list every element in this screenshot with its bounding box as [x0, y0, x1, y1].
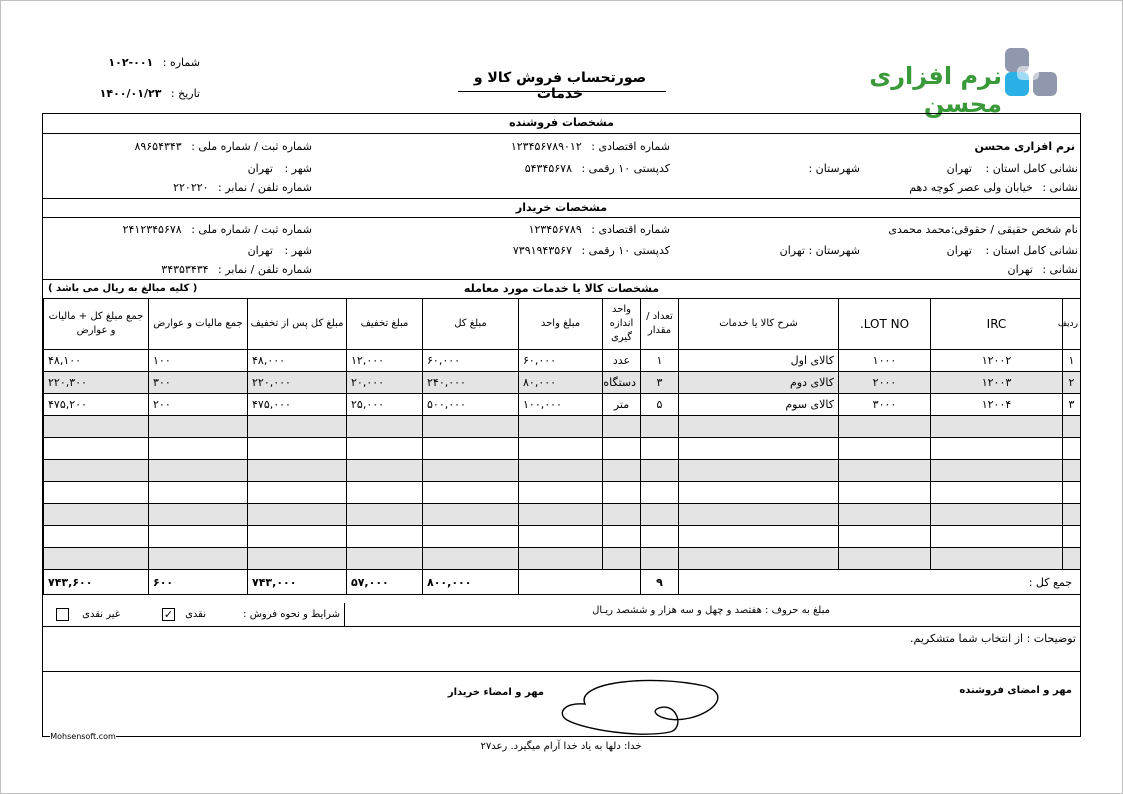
seller-registration: شماره ثبت / شماره ملی : ۸۹۶۵۴۳۴۳: [134, 140, 312, 153]
totals-label: جمع کل :: [679, 570, 1081, 595]
cell-total: ۲۴۰,۰۰۰: [423, 372, 519, 394]
sale-terms-label: شرایط و نحوه فروش :: [243, 609, 340, 620]
cell-quantity: ۵: [641, 394, 679, 416]
col-irc: IRC: [931, 299, 1063, 350]
cell-unit: دستگاه: [603, 372, 641, 394]
totals-after-discount: ۷۴۳,۰۰۰: [248, 570, 347, 595]
seller-economic: شماره اقتصادی : ۱۲۳۴۵۶۷۸۹۰۱۲: [510, 140, 670, 153]
cell-after-discount: ۴۷۵,۰۰۰: [248, 394, 347, 416]
buyer-registration: شماره ثبت / شماره ملی : ۲۴۱۲۳۴۵۶۷۸: [122, 223, 312, 236]
col-unit-price: مبلغ واحد: [519, 299, 603, 350]
table-row: [44, 372, 1081, 394]
buyer-items-divider: [43, 279, 1080, 280]
cell-after-discount: ۲۲۰,۰۰۰: [248, 372, 347, 394]
cash-label: نقدی: [185, 609, 206, 620]
buyer-province-value: تهران: [946, 244, 972, 257]
col-row-number: ردیف: [1063, 299, 1081, 350]
seller-province: نشانی کامل استان : تهران: [946, 162, 1078, 175]
buyer-registration-value: ۲۴۱۲۳۴۵۶۷۸: [122, 223, 182, 236]
cell-unit-price: ۱۰۰,۰۰۰: [519, 394, 603, 416]
cell-unit: متر: [603, 394, 641, 416]
empty-row: [44, 460, 1081, 482]
seller-address: نشانی : خیابان ولی عصر کوچه دهم: [909, 181, 1078, 194]
seller-city: شهر : تهران: [247, 162, 312, 175]
totals-row: [44, 570, 1081, 595]
buyer-postal-value: ۷۳۹۱۹۴۳۵۶۷: [512, 244, 572, 257]
noncash-label: غیر نقدی: [82, 609, 120, 620]
buyer-county: شهرستان : تهران: [779, 244, 860, 257]
seller-province-value: تهران: [946, 162, 972, 175]
notes: توضیحات : از انتخاب شما متشکریم.: [910, 632, 1076, 645]
buyer-postal: کدپستی ۱۰ رقمی : ۷۳۹۱۹۴۳۵۶۷: [512, 244, 670, 257]
cell-discount: ۱۲,۰۰۰: [347, 350, 423, 372]
cell-irc: ۱۲۰۰۳: [931, 372, 1063, 394]
cell-description: کالای اول: [679, 350, 839, 372]
signature-scribble-icon: [555, 672, 730, 736]
cell-lot: ۳۰۰۰: [839, 394, 931, 416]
cell-lot: ۲۰۰۰: [839, 372, 931, 394]
buyer-signature-label: مهر و امضاء خریدار: [447, 687, 544, 698]
seller-registration-value: ۸۹۶۵۴۳۴۳: [134, 140, 182, 153]
col-total: مبلغ کل: [423, 299, 519, 350]
empty-row: [44, 416, 1081, 438]
empty-row: [44, 548, 1081, 570]
cell-grand-total: ۲۲۰,۳۰۰: [44, 372, 149, 394]
empty-row: [44, 526, 1081, 548]
terms-vertical-divider: [344, 603, 345, 626]
invoice-number-label: شماره :: [162, 56, 200, 69]
terms-bottom-divider: [43, 626, 1080, 627]
logo-mark-icon: [1002, 46, 1060, 102]
cell-discount: ۲۵,۰۰۰: [347, 394, 423, 416]
cell-row: ۲: [1063, 372, 1081, 394]
invoice-number: [60, 56, 200, 69]
buyer-province: نشانی کامل استان : تهران: [946, 244, 1078, 257]
totals-quantity: ۹: [641, 570, 679, 595]
empty-row: [44, 438, 1081, 460]
cell-unit: عدد: [603, 350, 641, 372]
cell-tax: ۳۰۰: [149, 372, 248, 394]
cell-quantity: ۳: [641, 372, 679, 394]
seller-postal-value: ۵۴۳۴۵۶۷۸: [524, 162, 572, 175]
items-section-title: مشخصات کالا یا خدمات مورد معامله: [463, 282, 660, 295]
logo-text: نرم افزاری محسن: [869, 62, 1002, 118]
buyer-person: نام شخص حقیقی / حقوقی:محمد محمدی: [888, 223, 1078, 236]
items-header-row: [44, 299, 1081, 350]
cell-unit-price: ۶۰,۰۰۰: [519, 350, 603, 372]
cash-checkbox[interactable]: ✓: [163, 608, 174, 621]
seller-county: شهرستان :: [808, 162, 860, 175]
cell-total: ۶۰,۰۰۰: [423, 350, 519, 372]
buyer-economic: شماره اقتصادی : ۱۲۳۴۵۶۷۸۹: [528, 223, 670, 236]
seller-section-title: مشخصات فروشنده: [509, 116, 614, 129]
seller-postal: کدپستی ۱۰ رقمی : ۵۴۳۴۵۶۷۸: [524, 162, 670, 175]
cell-row: ۳: [1063, 394, 1081, 416]
cell-grand-total: ۴۸,۱۰۰: [44, 350, 149, 372]
table-row: [44, 394, 1081, 416]
col-after-discount: مبلغ کل پس از تخفیف: [248, 299, 347, 350]
totals-tax: ۶۰۰: [149, 570, 248, 595]
cell-row: ۱: [1063, 350, 1081, 372]
buyer-city: شهر : تهران: [247, 244, 312, 257]
col-lot: LOT NO.: [839, 299, 931, 350]
invoice-date-label: تاریخ :: [170, 87, 200, 100]
seller-title-divider: [43, 133, 1080, 134]
col-unit: واحد اندازه گیری: [603, 299, 641, 350]
col-quantity: تعداد / مقدار: [641, 299, 679, 350]
cell-tax: ۲۰۰: [149, 394, 248, 416]
noncash-checkbox[interactable]: [56, 608, 69, 621]
buyer-phone: شماره تلفن / نمابر : ۳۴۳۵۳۴۳۴: [161, 263, 312, 276]
cell-unit-price: ۸۰,۰۰۰: [519, 372, 603, 394]
empty-row: [44, 482, 1081, 504]
seller-phone: شماره تلفن / نمابر : ۲۲۰۲۲۰: [173, 181, 312, 194]
cell-discount: ۲۰,۰۰۰: [347, 372, 423, 394]
buyer-economic-value: ۱۲۳۴۵۶۷۸۹: [528, 223, 582, 236]
cell-description: کالای سوم: [679, 394, 839, 416]
buyer-title-divider: [43, 217, 1080, 218]
cell-quantity: ۱: [641, 350, 679, 372]
buyer-address: نشانی : تهران: [1007, 263, 1078, 276]
footer-quote: خدا: دلها به یاد خدا آرام میگیرد. رعد۲۷: [480, 741, 642, 752]
seller-city-value: تهران: [247, 162, 273, 175]
cell-grand-total: ۴۷۵,۲۰۰: [44, 394, 149, 416]
seller-signature-label: مهر و امضای فروشنده: [959, 685, 1072, 696]
empty-row: [44, 504, 1081, 526]
table-row: [44, 350, 1081, 372]
buyer-person-value: محمد محمدی: [888, 223, 951, 236]
col-description: شرح کالا یا خدمات: [679, 299, 839, 350]
col-discount: مبلغ تخفیف: [347, 299, 423, 350]
cell-after-discount: ۴۸,۰۰۰: [248, 350, 347, 372]
amount-in-words: مبلغ به حروف : هفتصد و چهل و سه هزار و ششصد ریـال: [592, 605, 830, 616]
cell-irc: ۱۲۰۰۲: [931, 350, 1063, 372]
totals-empty: [519, 570, 641, 595]
totals-grand-total: ۷۴۳,۶۰۰: [44, 570, 149, 595]
col-grand-total: جمع مبلغ کل + مالیات و عوارض: [44, 299, 149, 350]
seller-buyer-divider: [43, 198, 1080, 199]
cell-lot: ۱۰۰۰: [839, 350, 931, 372]
cell-total: ۵۰۰,۰۰۰: [423, 394, 519, 416]
items-table: [43, 298, 1081, 595]
cell-description: کالای دوم: [679, 372, 839, 394]
cell-irc: ۱۲۰۰۴: [931, 394, 1063, 416]
seller-economic-value: ۱۲۳۴۵۶۷۸۹۰۱۲: [510, 140, 582, 153]
invoice-number-value: ۰۰۱-۱۰۲: [108, 56, 154, 69]
buyer-county-value: تهران: [779, 244, 805, 257]
website-label: Mohsensoft.com: [50, 732, 116, 741]
invoice-date: [60, 87, 200, 100]
invoice-title: صورتحساب فروش کالا و خدمات: [473, 70, 647, 102]
title-underline: [458, 91, 666, 92]
buyer-city-value: تهران: [247, 244, 273, 257]
buyer-phone-value: ۳۴۳۵۳۴۳۴: [161, 263, 209, 276]
currency-note: ( کلیه مبالغ به ریال می باشد ): [48, 283, 198, 294]
cell-tax: ۱۰۰: [149, 350, 248, 372]
seller-name: نرم افزاری محسن: [974, 140, 1075, 153]
invoice-date-value: ۱۴۰۰/۰۱/۲۳: [99, 87, 162, 100]
col-tax: جمع مالیات و عوارض: [149, 299, 248, 350]
buyer-address-value: تهران: [1007, 263, 1033, 276]
seller-phone-value: ۲۲۰۲۲۰: [173, 181, 209, 194]
buyer-section-title: مشخصات خریدار: [515, 201, 608, 214]
seller-address-value: خیابان ولی عصر کوچه دهم: [909, 181, 1033, 194]
totals-discount: ۵۷,۰۰۰: [347, 570, 423, 595]
totals-total: ۸۰۰,۰۰۰: [423, 570, 519, 595]
